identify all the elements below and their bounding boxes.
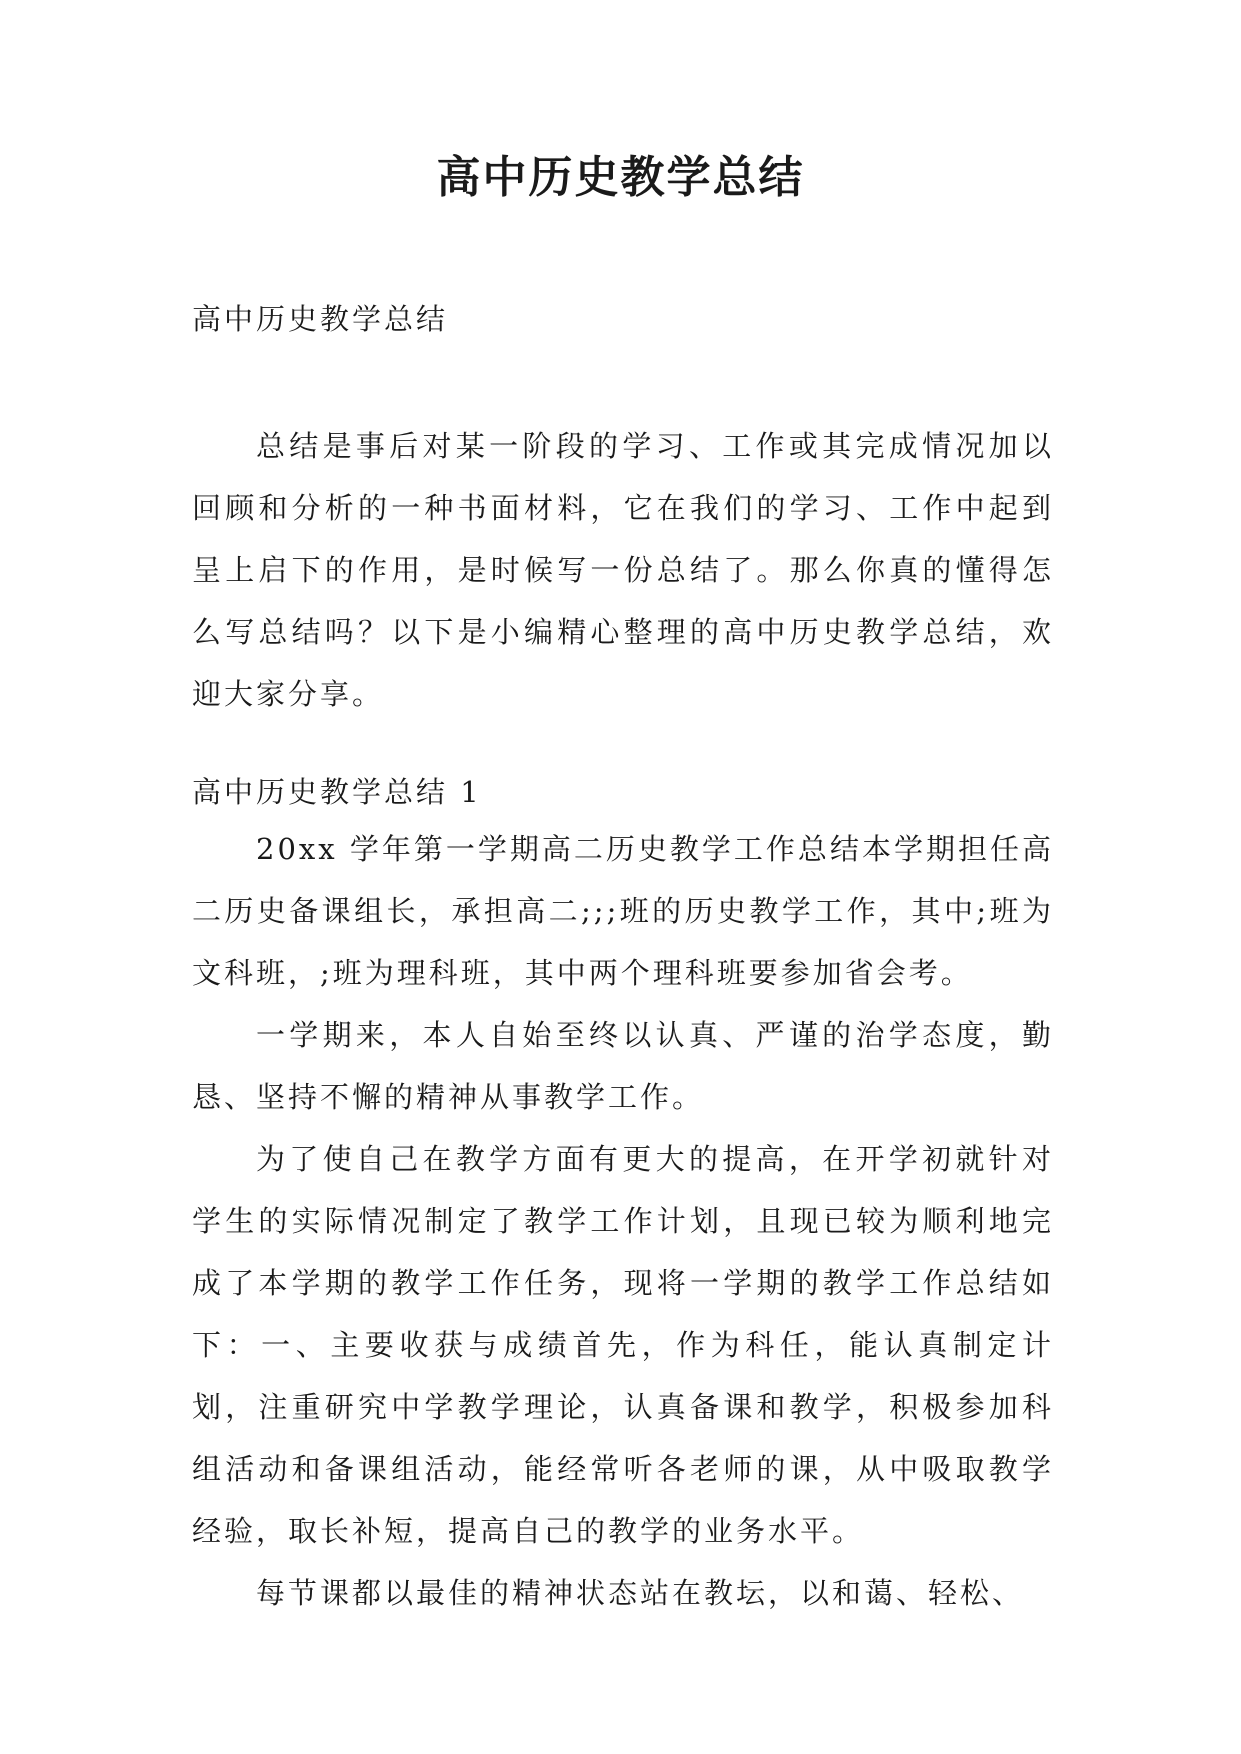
intro-section [192,415,1054,725]
document-subtitle [192,288,1054,350]
section-heading [192,761,1054,823]
body-paragraph-4: 每节课都以最佳的精神状态站在教坛，以和蔼、轻松、 [256,1576,1025,1610]
document-title: 高中历史教学总结 [436,152,805,203]
section-body [192,818,1054,1624]
body-paragraph-2: 一学期来，本人自始至终以认真、严谨的治学态度，勤恳、坚持不懈的精神从事教学工作。 [192,1018,1054,1114]
body-paragraph-1: 20xx 学年第一学期高二历史教学工作总结本学期担任高二历史备课组长，承担高二;;;班的历史教学工作，其中;班为文科班，;班为理科班，其中两个理科班要参加省会考。 [192,832,1054,990]
intro-paragraph: 总结是事后对某一阶段的学习、工作或其完成情况加以回顾和分析的一种书面材料，它在我们的学习、工作中起到呈上启下的作用，是时候写一份总结了。那么你真的懂得怎么写总结吗？以下是小编精心整理的高中历史教学总结，欢迎大家分享。 [192,429,1054,711]
section-heading-text: 高中历史教学总结 1 [192,775,482,809]
body-paragraph-3: 为了使自己在教学方面有更大的提高，在开学初就针对学生的实际情况制定了教学工作计划，且现已较为顺利地完成了本学期的教学工作任务，现将一学期的教学工作总结如下：一、主要收获与成绩首先，作为科任，能认真制定计划，注重研究中学教学理论，认真备课和教学，积极参加科组活动和备课组活动，能经常听各老师的课，从中吸取教学经验，取长补短，提高自己的教学的业务水平。 [192,1142,1054,1548]
subtitle-text: 高中历史教学总结 [192,302,449,336]
